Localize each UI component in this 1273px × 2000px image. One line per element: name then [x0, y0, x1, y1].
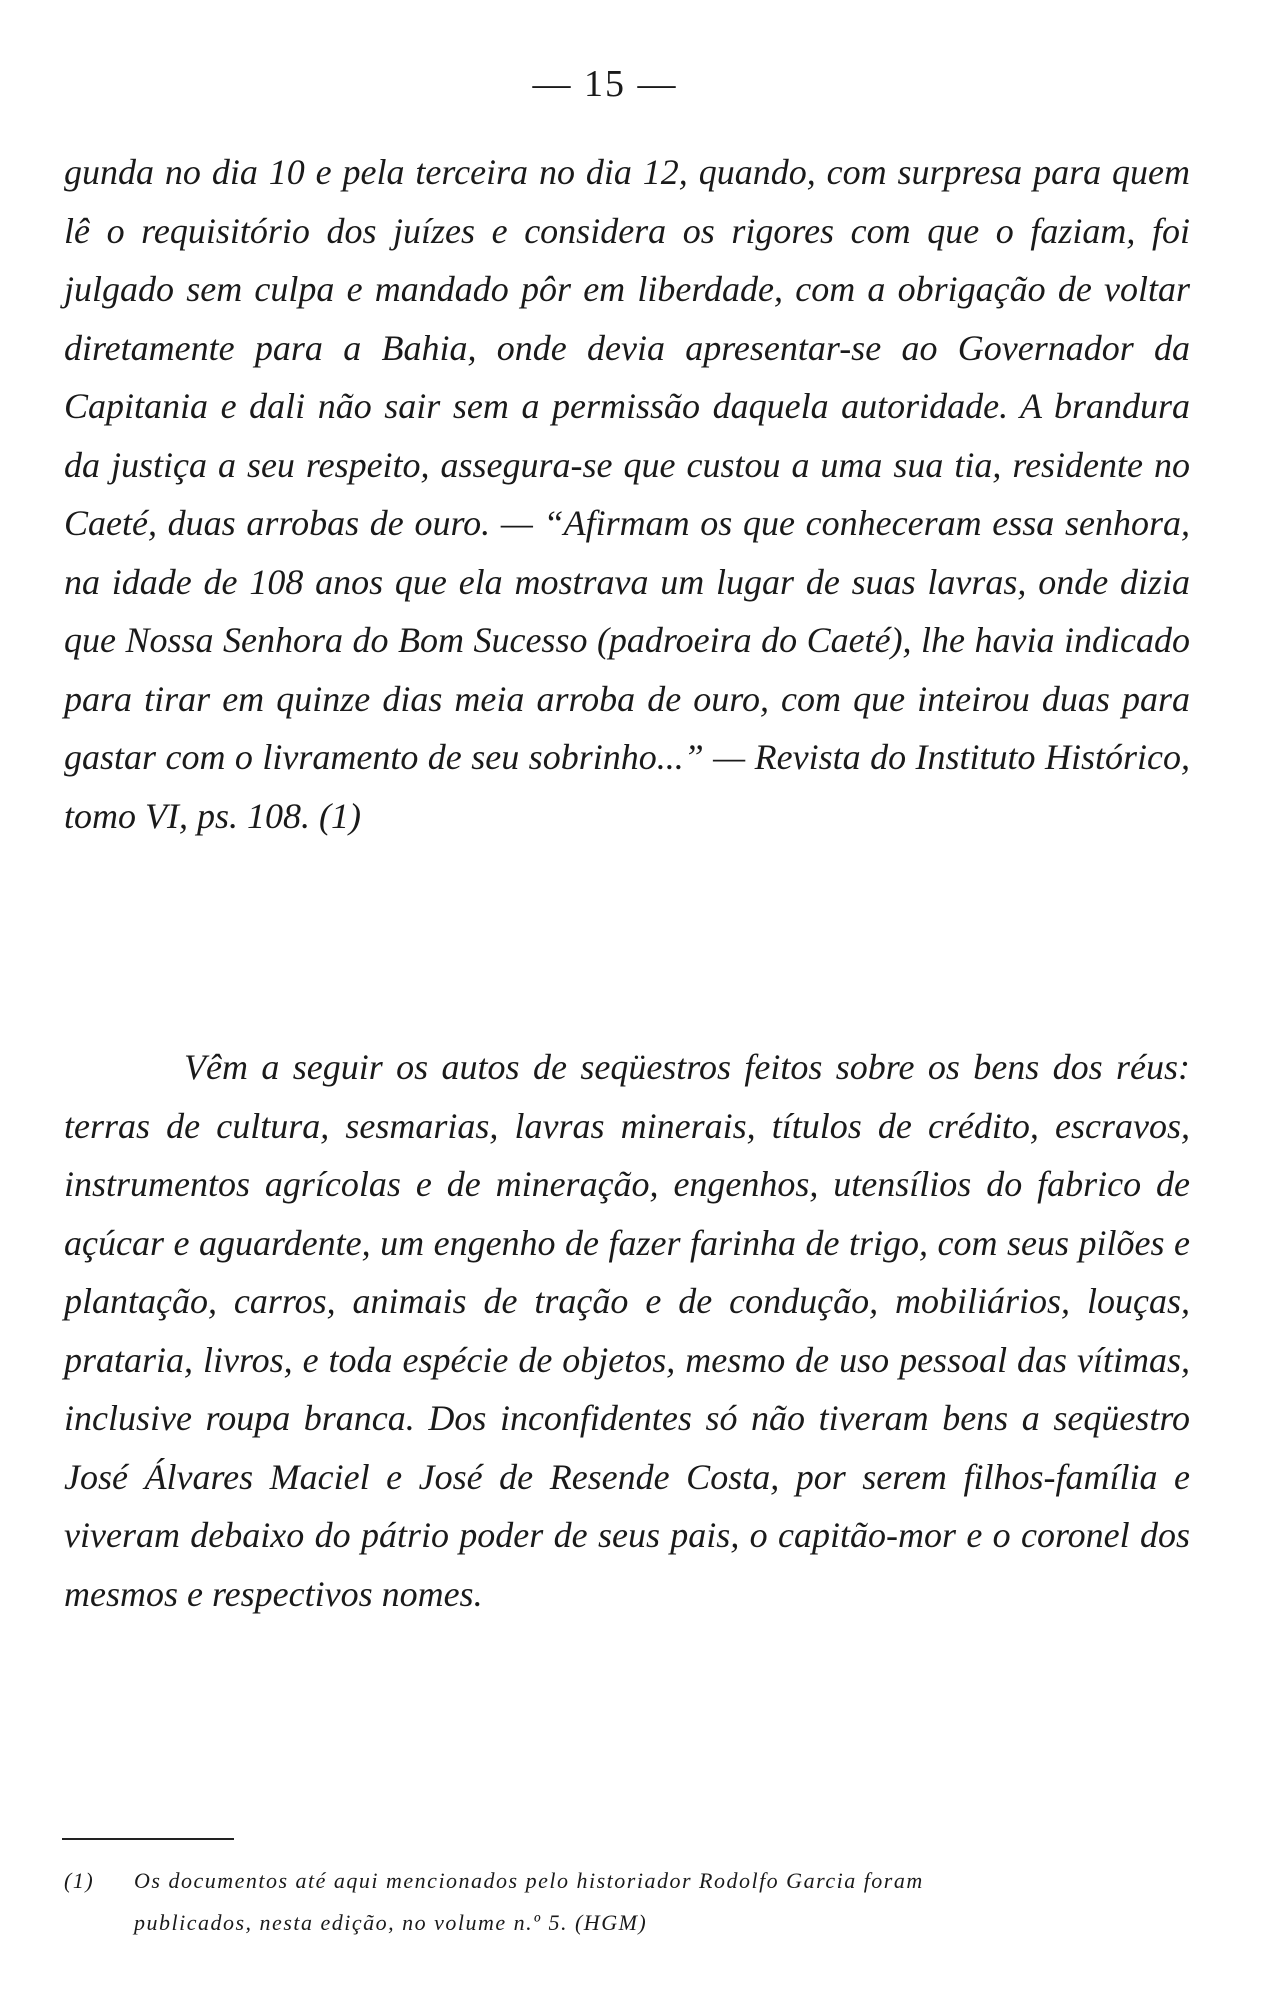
footnote-line-2: publicados, nesta edição, no volume n.º 5. (HGM)	[134, 1910, 648, 1935]
footnote-divider	[62, 1838, 234, 1840]
footnote	[64, 1860, 1190, 1944]
page-number: — 15 —	[532, 63, 678, 105]
footnote-marker: (1)	[64, 1868, 95, 1893]
footnote-line-1: Os documentos até aqui mencionados pelo historiador Rodolfo Garcia foram	[134, 1868, 924, 1893]
paragraph-2: Vêm a seguir os autos de seqüestros feitos sobre os bens dos réus: terras de cultura, sesmarias, lavras minerais, títulos de crédito, escravos, instrumentos agrícolas e de mineração, engenhos, utensílios do fabrico de açúcar e aguardente, um engenho de fazer farinha de trigo, com seus pilões e plantação, carros, animais de tração e de condução, mobiliários, louças, prataria, livros, e toda espécie de objetos, mesmo de uso pessoal das vítimas, inclusive roupa branca. Dos inconfidentes só não tiveram bens a seqüestro José Álvares Maciel e José de Resende Costa, por serem filhos-família e viveram debaixo do pátrio poder de seus pais, o capitão-mor e o coronel dos mesmos e respectivos nomes.	[64, 1047, 1190, 1614]
paragraph-1: gunda no dia 10 e pela terceira no dia 12, quando, com surpresa para quem lê o requisitório dos juízes e considera os rigores com que o faziam, foi julgado sem culpa e mandado pôr em liberdade, com a obrigação de voltar diretamente para a Bahia, onde devia apresentar-se ao Governador da Capitania e dali não sair sem a permissão daquela autoridade. A brandura da justiça a seu respeito, assegura-se que custou a uma sua tia, residente no Caeté, duas arrobas de ouro. — “Afirmam os que conheceram essa senhora, na idade de 108 anos que ela mostrava um lugar de suas lavras, onde dizia que Nossa Senhora do Bom Sucesso (padroeira do Caeté), lhe havia indicado para tirar em quinze dias meia arroba de ouro, com que inteirou duas para gastar com o livramento de seu sobrinho...” — Revista do Instituto Histórico, tomo VI, ps. 108. (1)	[64, 152, 1190, 836]
